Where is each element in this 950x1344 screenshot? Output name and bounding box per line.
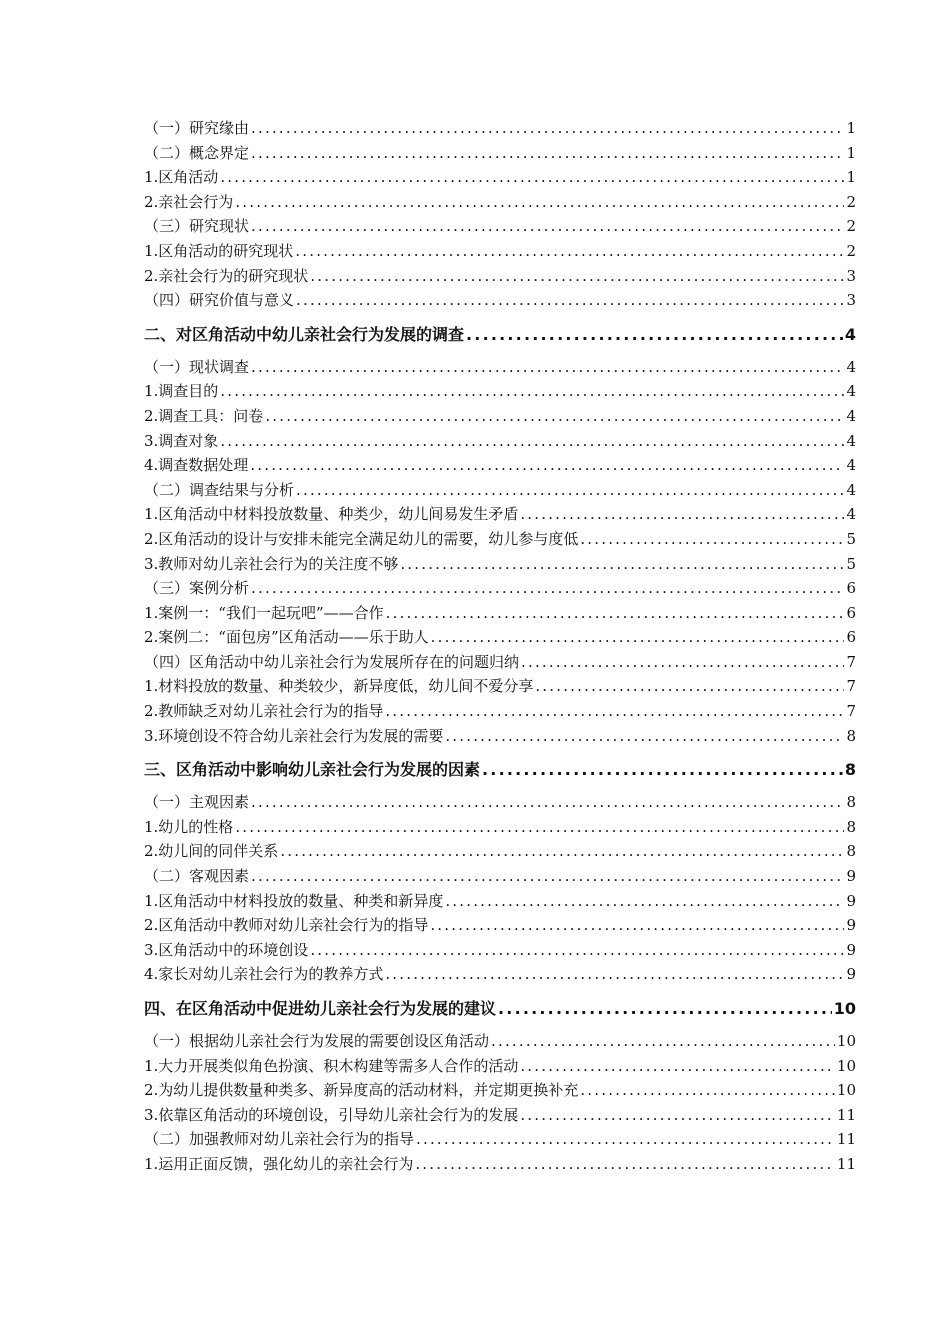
toc-page-number: 1 [846,143,856,162]
toc-dot-leader [251,116,844,141]
toc-dot-leader [251,355,844,380]
toc-entry-title: 二、对区角活动中幼儿亲社会行为发展的调查 [144,324,465,344]
toc-page-number: 10 [836,1056,856,1075]
toc-item-entry[interactable] [144,815,856,840]
toc-entry-title: （二）加强教师对幼儿亲社会行为的指导 [144,1130,415,1149]
toc-dot-leader [251,790,844,815]
toc-entry-title: 1.区角活动中材料投放的数量、种类和新异度 [144,891,444,910]
toc-dot-leader [220,429,844,454]
toc-dot-leader [385,699,844,724]
toc-dot-leader [296,288,844,313]
toc-entry-title: 1.大力开展类似角色扮演、积木构建等需多人合作的活动 [144,1056,519,1075]
toc-page-number: 9 [846,867,856,886]
toc-entry-title: 2.区角活动中教师对幼儿亲社会行为的指导 [144,916,429,935]
toc-chapter-entry[interactable] [144,754,856,786]
toc-dot-leader [235,815,844,840]
toc-entry-title: 3.依靠区角活动的环境创设，引导幼儿亲社会行为的发展 [144,1105,519,1124]
toc-item-entry[interactable] [144,239,856,264]
toc-page-number: 6 [846,603,856,622]
toc-dot-leader [431,625,845,650]
toc-entry-title: 3.调查对象 [144,431,219,450]
toc-chapter-entry[interactable] [144,993,856,1025]
toc-entry-title: 4.调查数据处理 [144,456,249,475]
toc-page-number: 4 [846,406,856,425]
toc-page-number: 2 [846,217,856,236]
toc-page-number: 4 [846,431,856,450]
toc-entry-title: （二）调查结果与分析 [144,480,295,499]
toc-item-entry[interactable] [144,453,856,478]
toc-entry-title: 2.教师缺乏对幼儿亲社会行为的指导 [144,702,384,721]
toc-dot-leader [251,141,844,166]
toc-dot-leader [498,993,832,1025]
toc-page-number: 4 [846,480,856,499]
toc-page-number: 5 [846,529,856,548]
toc-entry-title: （三）案例分析 [144,579,250,598]
toc-item-entry[interactable] [144,962,856,987]
toc-item-entry[interactable] [144,190,856,215]
toc-dot-leader [445,724,844,749]
toc-entry-title: 1.调查目的 [144,382,219,401]
toc-dot-leader [295,239,844,264]
toc-page-number: 8 [846,817,856,836]
toc-page-number: 1 [846,168,856,187]
table-of-contents [144,116,856,1177]
toc-page-number: 8 [846,842,856,861]
toc-item-entry[interactable] [144,625,856,650]
toc-page-number: 3 [846,266,856,285]
toc-dot-leader [251,864,844,889]
toc-entry-title: （二）客观因素 [144,867,250,886]
toc-section-entry[interactable] [144,478,856,503]
toc-dot-leader [580,1078,835,1103]
toc-item-entry[interactable] [144,1152,856,1177]
toc-entry-title: 3.区角活动中的环境创设 [144,940,309,959]
toc-dot-leader [310,264,844,289]
toc-entry-title: （一）研究缘由 [144,119,250,137]
toc-page-number: 4 [846,382,856,401]
toc-item-entry[interactable] [144,724,856,749]
toc-page-number: 6 [846,628,856,647]
toc-entry-title: 3.教师对幼儿亲社会行为的关注度不够 [144,554,399,573]
toc-entry-title: （四）区角活动中幼儿亲社会行为发展所存在的问题归纳 [144,652,520,671]
toc-dot-leader [220,165,844,190]
toc-page-number: 8 [846,726,856,745]
toc-section-entry[interactable] [144,650,856,675]
toc-page-number: 6 [846,579,856,598]
toc-entry-title: 2.亲社会行为的研究现状 [144,266,309,285]
toc-entry-title: 1.区角活动 [144,168,219,187]
toc-item-entry[interactable] [144,674,856,699]
toc-item-entry[interactable] [144,699,856,724]
toc-dot-leader [520,502,844,527]
toc-page-number: 11 [836,1130,856,1149]
toc-dot-leader [310,938,844,963]
toc-entry-title: 2.幼儿间的同伴关系 [144,842,279,861]
toc-item-entry[interactable] [144,379,856,404]
toc-page-number: 2 [846,192,856,211]
toc-item-entry[interactable] [144,938,856,963]
toc-dot-leader [466,319,843,351]
toc-page-number: 11 [836,1105,856,1124]
toc-entry-title: 1.幼儿的性格 [144,817,234,836]
toc-entry-title: （三）研究现状 [144,217,250,236]
toc-dot-leader [235,190,844,215]
toc-entry-title: 2.案例二：“面包房”区角活动——乐于助人 [144,628,429,647]
toc-page-number: 8 [846,793,856,812]
toc-dot-leader [220,379,844,404]
toc-entry-title: 1.案例一：“我们一起玩吧”——合作 [144,603,384,622]
toc-section-entry[interactable] [144,864,856,889]
toc-section-entry[interactable] [144,355,856,380]
toc-entry-title: 2.为幼儿提供数量种类多、新异度高的活动材料，并定期更换补充 [144,1081,579,1100]
toc-section-entry[interactable] [144,790,856,815]
toc-dot-leader [416,1127,835,1152]
toc-entry-title: 2.调查工具：问卷 [144,406,264,425]
toc-dot-leader [491,1029,835,1054]
toc-entry-title: （四）研究价值与意义 [144,291,295,310]
toc-item-entry[interactable] [144,839,856,864]
toc-entry-title: 四、在区角活动中促进幼儿亲社会行为发展的建议 [144,999,497,1018]
toc-item-entry[interactable] [144,165,856,190]
toc-section-entry[interactable] [144,1127,856,1152]
toc-entry-title: 4.家长对幼儿亲社会行为的教养方式 [144,965,384,984]
toc-page-number: 3 [846,291,856,310]
toc-entry-title: 1.区角活动中材料投放数量、种类少，幼儿间易发生矛盾 [144,505,519,524]
toc-section-entry[interactable] [144,141,856,166]
toc-dot-leader [251,214,844,239]
toc-page-number: 4 [846,456,856,475]
toc-dot-leader [580,527,844,552]
toc-entry-title: 1.区角活动的研究现状 [144,241,294,260]
toc-dot-leader [535,674,844,699]
toc-page-number: 10 [836,1032,856,1050]
toc-dot-leader [482,754,843,786]
toc-page-number: 9 [846,916,856,935]
toc-dot-leader [400,552,844,577]
toc-item-entry[interactable] [144,404,856,429]
toc-page-number: 7 [846,702,856,721]
toc-page-number: 10 [833,999,856,1018]
toc-item-entry[interactable] [144,429,856,454]
toc-section-entry[interactable] [144,116,856,141]
toc-dot-leader [280,839,844,864]
toc-page-number: 5 [846,554,856,573]
toc-page-number: 2 [846,241,856,260]
toc-item-entry[interactable] [144,1054,856,1079]
toc-dot-leader [265,404,844,429]
toc-dot-leader [521,650,844,675]
toc-dot-leader [250,453,844,478]
toc-page-number: 7 [846,652,856,671]
toc-item-entry[interactable] [144,913,856,938]
toc-dot-leader [386,601,845,626]
toc-entry-title: 1.材料投放的数量、种类较少，新异度低，幼儿间不爱分享 [144,677,534,696]
toc-item-entry[interactable] [144,1103,856,1128]
toc-page-number: 7 [846,677,856,696]
toc-item-entry[interactable] [144,552,856,577]
toc-section-entry[interactable] [144,288,856,313]
toc-page-number: 4 [846,357,856,376]
toc-section-entry[interactable] [144,214,856,239]
toc-page-number: 4 [844,324,856,344]
toc-chapter-entry[interactable] [144,319,856,351]
toc-item-entry[interactable] [144,264,856,289]
toc-entry-title: 1.运用正面反馈，强化幼儿的亲社会行为 [144,1154,414,1173]
toc-entry-title: （一）根据幼儿亲社会行为发展的需要创设区角活动 [144,1032,490,1050]
toc-dot-leader [520,1054,835,1079]
toc-entry-title: （一）主观因素 [144,793,250,812]
toc-page-number: 9 [846,891,856,910]
toc-dot-leader [415,1152,835,1177]
toc-item-entry[interactable] [144,889,856,914]
toc-item-entry[interactable] [144,527,856,552]
toc-dot-leader [251,576,844,601]
toc-entry-title: 3.环境创设不符合幼儿亲社会行为发展的需要 [144,726,444,745]
toc-page-number: 8 [844,760,856,780]
toc-dot-leader [430,913,844,938]
toc-page-number: 1 [846,119,856,137]
toc-page-number: 9 [846,965,856,984]
toc-page-number: 10 [836,1081,856,1100]
toc-entry-title: （一）现状调查 [144,357,250,376]
toc-section-entry[interactable] [144,1029,856,1054]
toc-entry-title: （二）概念界定 [144,143,250,162]
toc-page-number: 4 [846,505,856,524]
toc-dot-leader [520,1103,835,1128]
toc-page-number: 9 [846,940,856,959]
toc-dot-leader [385,962,844,987]
toc-section-entry[interactable] [144,576,856,601]
toc-dot-leader [445,889,844,914]
toc-page-number: 11 [836,1154,856,1173]
toc-entry-title: 2.区角活动的设计与安排未能完全满足幼儿的需要，幼儿参与度低 [144,529,579,548]
toc-entry-title: 三、区角活动中影响幼儿亲社会行为发展的因素 [144,760,481,780]
toc-dot-leader [296,478,844,503]
toc-item-entry[interactable] [144,601,856,626]
toc-item-entry[interactable] [144,502,856,527]
toc-entry-title: 2.亲社会行为 [144,192,234,211]
toc-item-entry[interactable] [144,1078,856,1103]
